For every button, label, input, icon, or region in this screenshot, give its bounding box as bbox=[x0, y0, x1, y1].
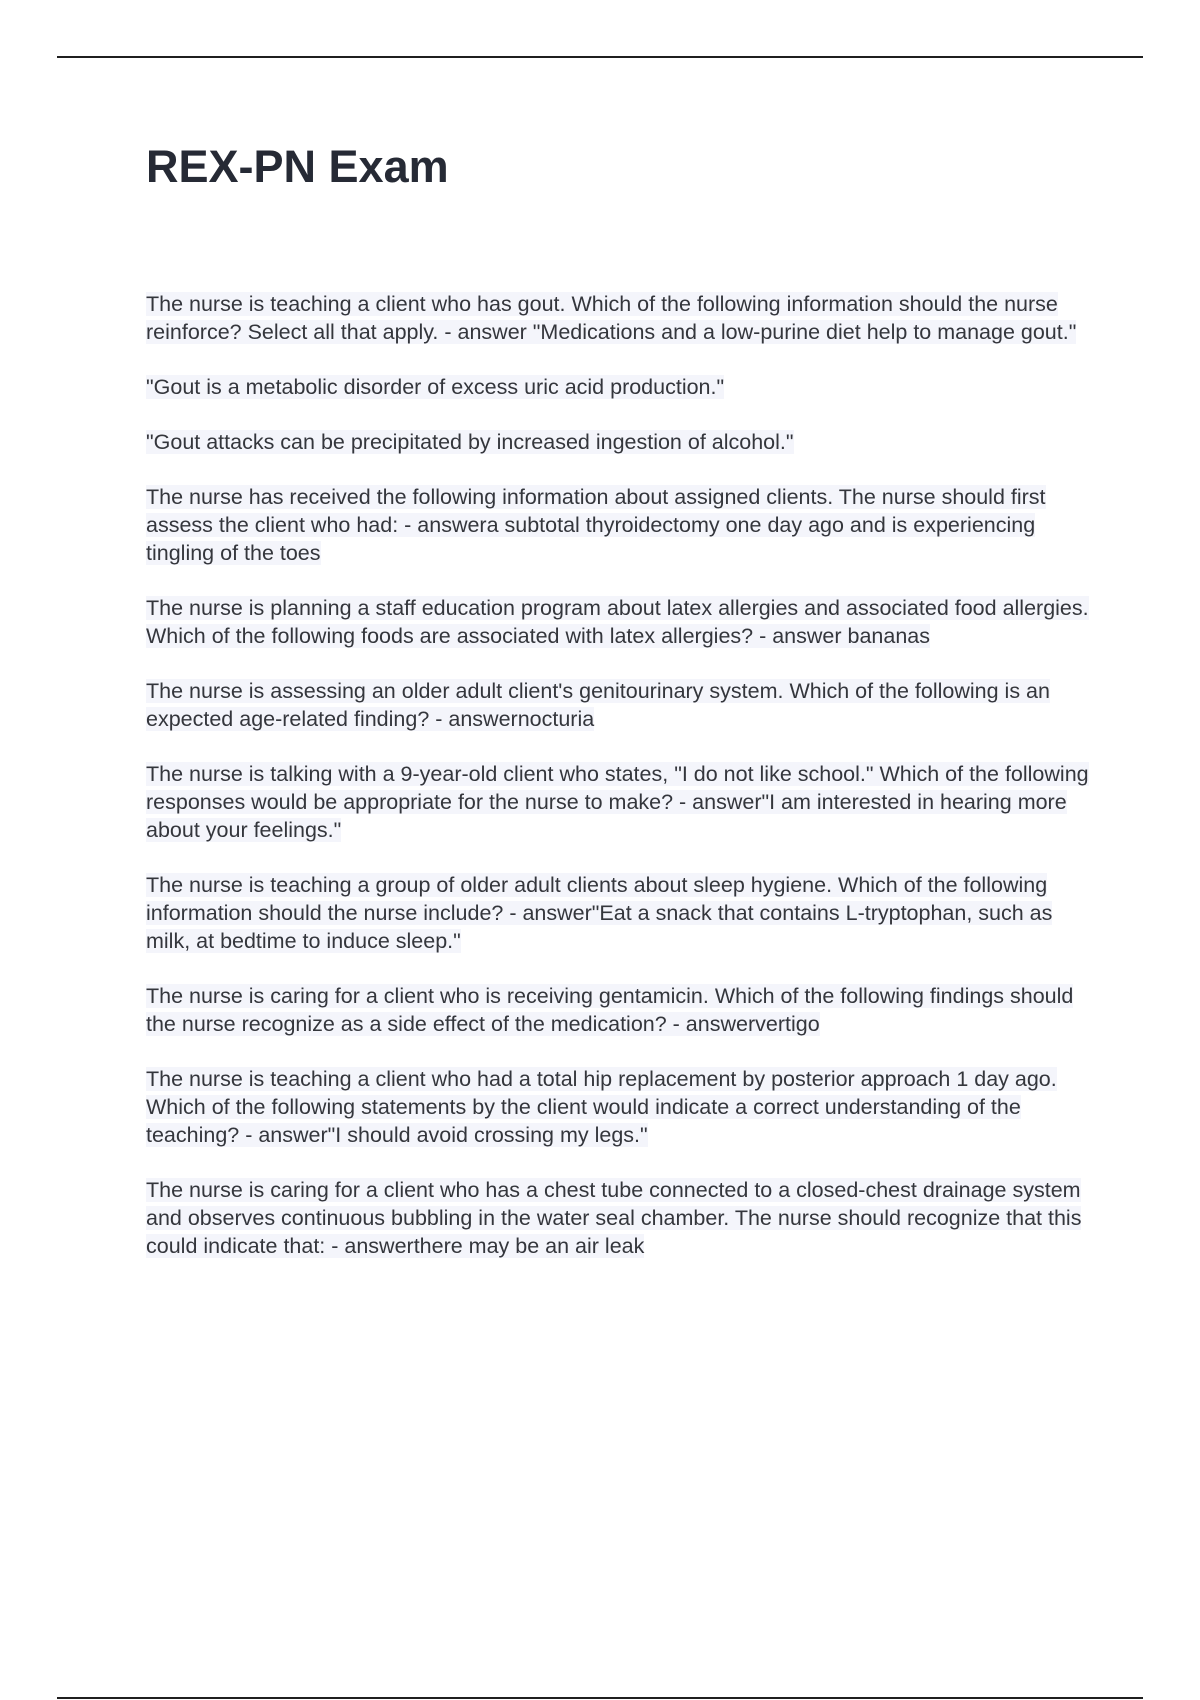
question-paragraph: "Gout is a metabolic disorder of excess uric acid production." bbox=[146, 375, 725, 399]
bottom-rule bbox=[57, 1697, 1143, 1699]
question-paragraph: The nurse is assessing an older adult client's genitourinary system. Which of the following is an expected age-related finding? - answernocturia bbox=[146, 679, 1050, 731]
question-list bbox=[146, 290, 1096, 1260]
question-paragraph: The nurse is teaching a client who has gout. Which of the following information should the nurse reinforce? Select all that apply. - answer "Medications and a low-purine diet help to manage gout." bbox=[146, 292, 1077, 344]
question-paragraph: The nurse is teaching a client who had a total hip replacement by posterior approach 1 day ago. Which of the following statements by the client would indicate a correct understanding of the teaching? - answer"I should avoid crossing my legs." bbox=[146, 1067, 1057, 1147]
page-content bbox=[146, 140, 1096, 1287]
question-paragraph: The nurse has received the following information about assigned clients. The nurse should first assess the client who had: - answera subtotal thyroidectomy one day ago and is experiencing tingling of the toes bbox=[146, 485, 1046, 565]
question-paragraph: The nurse is planning a staff education program about latex allergies and associated food allergies. Which of the following foods are associated with latex allergies? - answer bananas bbox=[146, 596, 1089, 648]
question-paragraph: The nurse is caring for a client who has a chest tube connected to a closed-chest drainage system and observes continuous bubbling in the water seal chamber. The nurse should recognize that this could indicate that: - answerthere may be an air leak bbox=[146, 1178, 1082, 1258]
question-paragraph: The nurse is talking with a 9-year-old client who states, "I do not like school." Which of the following responses would be appropriate for the nurse to make? - answer"I am interested in hearing more about your feelings." bbox=[146, 762, 1089, 842]
question-paragraph: The nurse is teaching a group of older adult clients about sleep hygiene. Which of the following information should the nurse include? - answer"Eat a snack that contains L-tryptophan, such as milk, at bedtime to induce sleep." bbox=[146, 873, 1053, 953]
document-title: REX-PN Exam bbox=[146, 141, 449, 192]
top-rule bbox=[57, 56, 1143, 58]
question-paragraph: The nurse is caring for a client who is receiving gentamicin. Which of the following findings should the nurse recognize as a side effect of the medication? - answervertigo bbox=[146, 984, 1074, 1036]
question-paragraph: "Gout attacks can be precipitated by increased ingestion of alcohol." bbox=[146, 430, 794, 454]
